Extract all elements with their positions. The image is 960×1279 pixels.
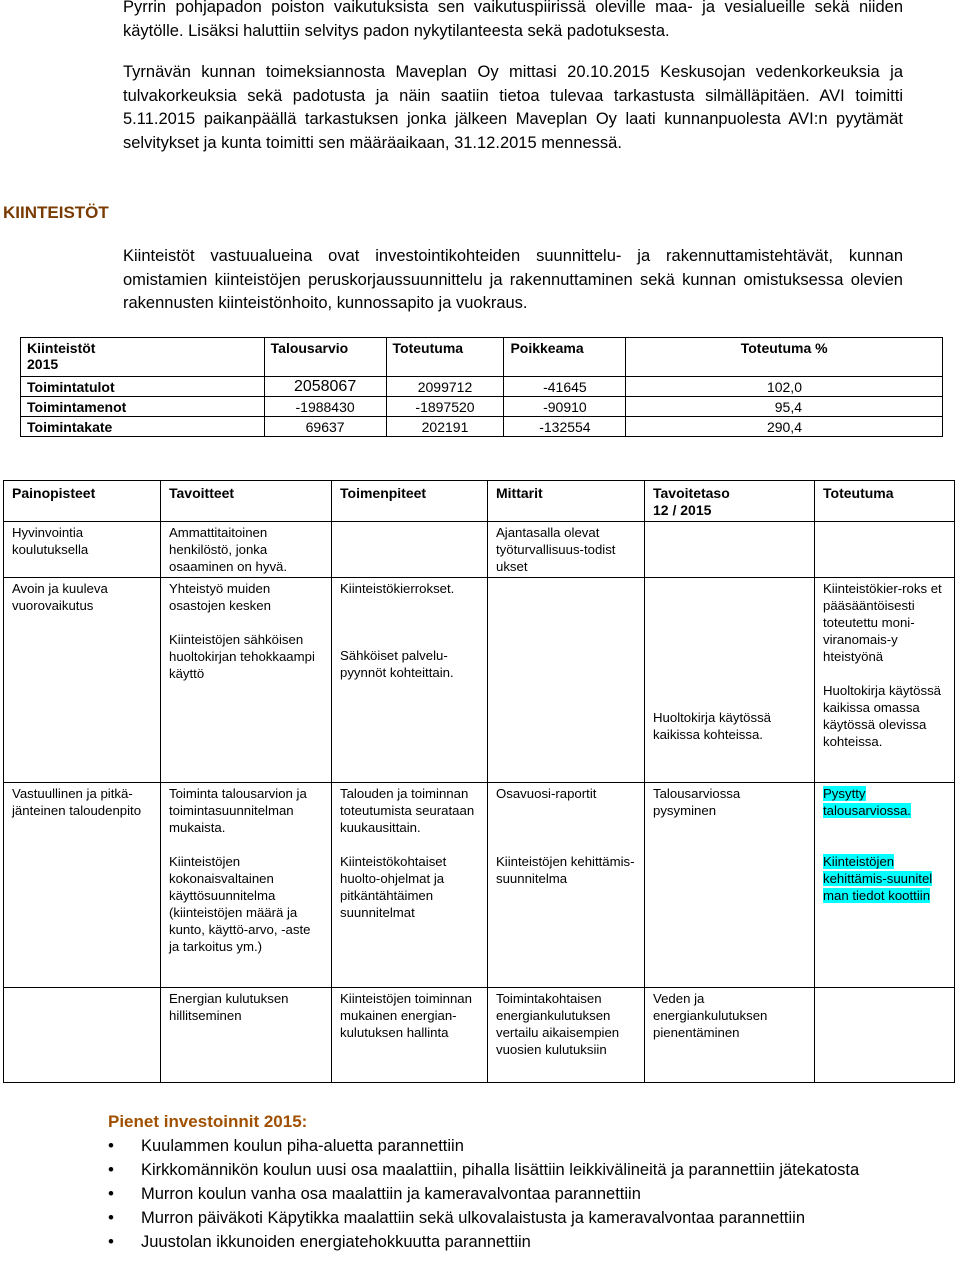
budget-header-name: Kiinteistöt 2015 xyxy=(21,338,265,377)
investments-title: Pienet investoinnit 2015: xyxy=(108,1112,308,1131)
budget-row-budget: 2058067 xyxy=(264,377,386,397)
budget-row xyxy=(21,397,943,417)
priorities-header-metrics: Mittarit xyxy=(488,481,645,522)
highlighted-outcome: Kiinteistöjen kehittämis-suunitel man tiedot koottiin xyxy=(823,854,933,903)
budget-header-variance: Poikkeama xyxy=(504,338,626,377)
priorities-cell-focus: Vastuullinen ja pitkä-jänteinen taloudenpito xyxy=(4,783,161,988)
priorities-header-actions: Toimenpiteet xyxy=(332,481,488,522)
priorities-cell-target: Veden ja energiankulutuksen pienentäminen xyxy=(645,988,815,1083)
priorities-cell-goals: Energian kulutuksen hillitseminen xyxy=(161,988,332,1083)
intro-paragraph-2: Tyrnävän kunnan toimeksiannosta Maveplan Oy mittasi 20.10.2015 Keskusojan vedenkorkeuksia ja tulvakorkeuksia sekä padotusta ja näin saatiin tietoa tulevaa tarkastusta silmälläpitäen. AVI toimitti 5.11.2015 paikanpäällä tarkastuksen jonka jälkeen Maveplan Oy laati kunnanpuolesta AVI:n pyytämät selvitykset ja kunta toimitti sen määräaikaan, 31.12.2015 mennessä. xyxy=(123,63,903,152)
budget-row-label: Toimintamenot xyxy=(21,397,265,417)
priorities-cell-target xyxy=(645,522,815,578)
priorities-cell-outcome xyxy=(815,522,955,578)
budget-row-label: Toimintatulot xyxy=(21,377,265,397)
budget-row-pct: 102,0 xyxy=(626,377,943,397)
list-item: • Kirkkomännikön koulun uusi osa maalattiin, pihalla lisättiin leikkivälineitä ja parannettiin jätekatosta xyxy=(108,1158,868,1182)
list-item: • Juustolan ikkunoiden energiatehokkuutta parannettiin xyxy=(108,1230,868,1254)
priorities-cell-goals: Ammattitaitoinen henkilöstö, jonka osaaminen on hyvä. xyxy=(161,522,332,578)
priorities-table xyxy=(3,480,955,1083)
budget-table xyxy=(20,337,943,437)
budget-row-actual: 2099712 xyxy=(386,377,504,397)
investments-list xyxy=(108,1134,868,1254)
budget-row-label: Toimintakate xyxy=(21,417,265,437)
priorities-cell-target: Talousarviossa pysyminen xyxy=(645,783,815,988)
priorities-header-outcome: Toteutuma xyxy=(815,481,955,522)
list-item: • Murron päiväkoti Käpytikka maalattiin sekä ulkovalaistusta ja kameravalvontaa parannettiin xyxy=(108,1206,868,1230)
priorities-cell-goals: Toiminta talousarvion ja toimintasuunnitelman mukaista. Kiinteistöjen kokonaisvaltainen käyttösuunnitelma (kiinteistöjen määrä ja kunto, käyttö-arvo, -aste ja tarkoitus ym.) xyxy=(161,783,332,988)
priorities-cell-focus: Avoin ja kuuleva vuorovaikutus xyxy=(4,578,161,783)
priorities-cell-goals: Yhteistyö muiden osastojen kesken Kiinteistöjen sähköisen huoltokirjan tehokkaampi käyttö xyxy=(161,578,332,783)
priorities-row xyxy=(4,783,955,988)
budget-header-actual-pct: Toteutuma % xyxy=(626,338,943,377)
priorities-cell-actions xyxy=(332,522,488,578)
priorities-cell-focus: Hyvinvointia koulutuksella xyxy=(4,522,161,578)
priorities-cell-actions: Talouden ja toiminnan toteutumista seurataan kuukausittain. Kiinteistökohtaiset huolto-ohjelmat ja pitkäntähtäimen suunnitelmat xyxy=(332,783,488,988)
priorities-cell-outcome xyxy=(815,988,955,1083)
budget-row-pct: 95,4 xyxy=(626,397,943,417)
priorities-cell-actions: Kiinteistökierrokset. Sähköiset palvelu-pyynnöt kohteittain. xyxy=(332,578,488,783)
priorities-cell-focus xyxy=(4,988,161,1083)
budget-header-budget: Talousarvio xyxy=(264,338,386,377)
priorities-cell-metrics: Toimintakohtaisen energiankulutuksen vertailu aikaisempien vuosien kulutuksiin xyxy=(488,988,645,1083)
budget-row-variance: -41645 xyxy=(504,377,626,397)
highlighted-outcome: Pysytty talousarviossa. xyxy=(823,786,911,818)
budget-row-pct: 290,4 xyxy=(626,417,943,437)
priorities-row xyxy=(4,578,955,783)
priorities-cell-target: Huoltokirja käytössä kaikissa kohteissa. xyxy=(645,578,815,783)
budget-row-actual: 202191 xyxy=(386,417,504,437)
budget-row-budget: 69637 xyxy=(264,417,386,437)
budget-row-budget: -1988430 xyxy=(264,397,386,417)
priorities-row xyxy=(4,988,955,1083)
priorities-header-focus: Painopisteet xyxy=(4,481,161,522)
budget-row xyxy=(21,377,943,397)
priorities-cell-metrics: Osavuosi-raportit Kiinteistöjen kehittämis-suunnitelma xyxy=(488,783,645,988)
section-label: KIINTEISTÖT xyxy=(3,203,109,222)
budget-row-variance: -90910 xyxy=(504,397,626,417)
budget-header-row xyxy=(21,338,943,377)
intro-paragraph-1: Pyrrin pohjapadon poiston vaikutuksista sen vaikutuspiirissä oleville maa- ja vesialueille sekä niiden käytölle. Lisäksi haluttiin selvitys padon nykytilanteesta sekä padotuksesta. xyxy=(123,0,903,40)
list-item: • Kuulammen koulun piha-aluetta parannettiin xyxy=(108,1134,868,1158)
priorities-header-goals: Tavoitteet xyxy=(161,481,332,522)
priorities-cell-actions: Kiinteistöjen toiminnan mukainen energian-kulutuksen hallinta xyxy=(332,988,488,1083)
list-item: • Murron koulun vanha osa maalattiin ja kameravalvontaa parannettiin xyxy=(108,1182,868,1206)
priorities-header-target: Tavoitetaso 12 / 2015 xyxy=(645,481,815,522)
section-description: Kiinteistöt vastuualueina ovat investointikohteiden suunnittelu- ja rakennuttamistehtävät, kunnan omistamien kiinteistöjen peruskorjaussuunnittelu ja rakennuttaminen sekä kunnan omistuksessa olevien rakennusten kiinteistönhoito, kunnossapito ja vuokraus. xyxy=(123,247,903,312)
budget-row-actual: -1897520 xyxy=(386,397,504,417)
budget-header-actual: Toteutuma xyxy=(386,338,504,377)
priorities-row xyxy=(4,522,955,578)
budget-row xyxy=(21,417,943,437)
priorities-cell-outcome xyxy=(815,783,955,988)
priorities-cell-metrics xyxy=(488,578,645,783)
priorities-header-row xyxy=(4,481,955,522)
budget-row-variance: -132554 xyxy=(504,417,626,437)
priorities-cell-metrics: Ajantasalla olevat työturvallisuus-todist ukset xyxy=(488,522,645,578)
priorities-cell-outcome: Kiinteistökier-roks et pääsääntöisesti toteutettu moni-viranomais-y hteistyönä Huoltokirja käytössä kaikissa omassa käytössä olevissa kohteissa. xyxy=(815,578,955,783)
